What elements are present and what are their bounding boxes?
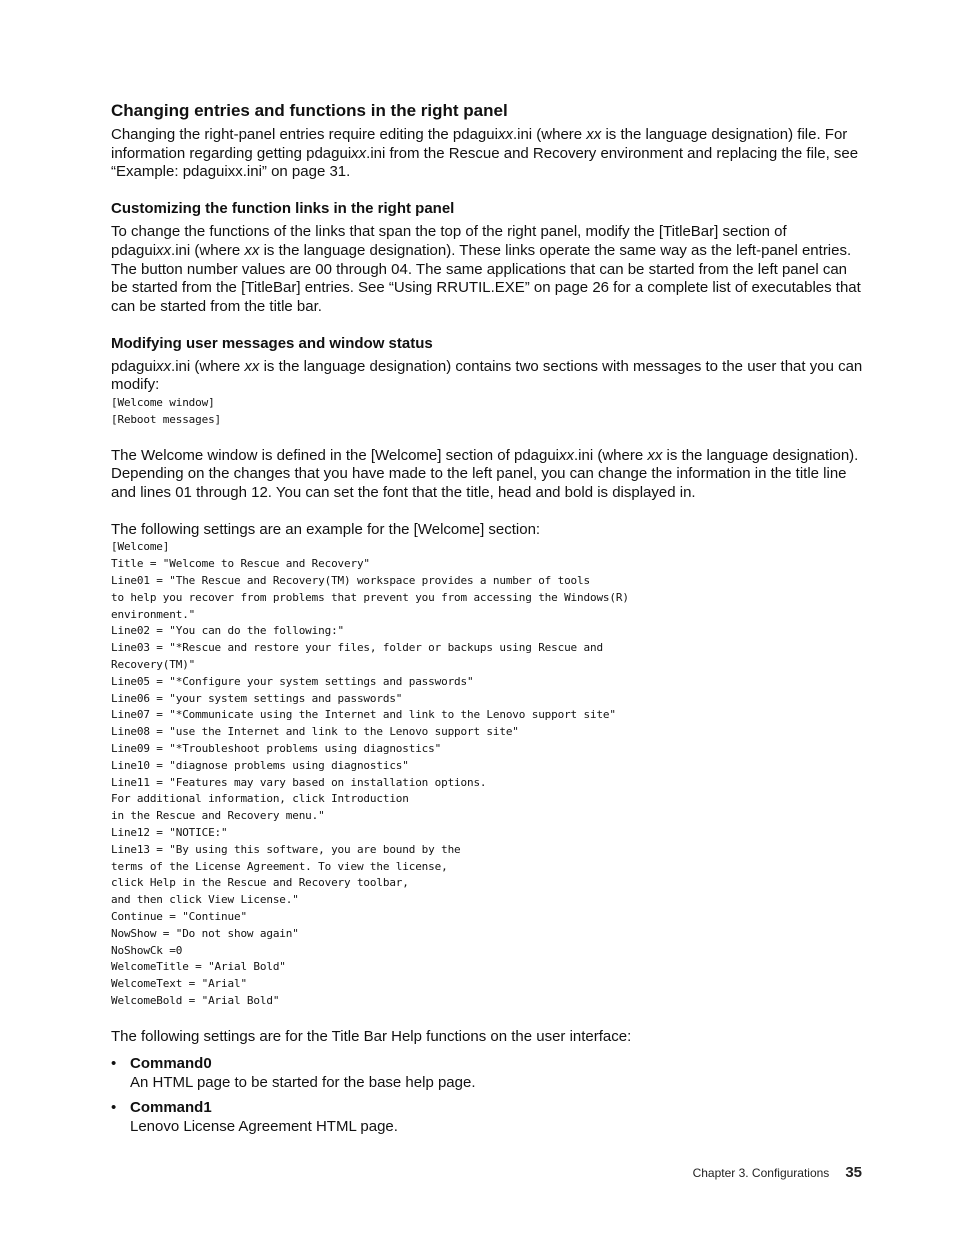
page-footer xyxy=(693,1163,862,1183)
command-description: Lenovo License Agreement HTML page. xyxy=(130,1118,398,1136)
bullet: • xyxy=(111,1055,117,1073)
intro-paragraph: Changing the right-panel entries require editing the pdaguixx.ini (where xx is the language designation) file. For information regarding getting pdaguixx.ini from the Rescue and Recovery environment and replacing the file, see “Example: pdaguixx.ini” on page 31. xyxy=(111,126,859,181)
command-term: Command0 xyxy=(130,1055,212,1073)
command-list xyxy=(111,1054,866,1136)
chapter-label: Chapter 3. Configurations xyxy=(692,1166,830,1180)
welcome-code-block: [Welcome] Title = "Welcome to Rescue and Recovery" Line01 = "The Rescue and Recovery(TM) workspace provides a number of tools to help you recover from problems that prevent you from accessing the Windows(R) environment." Line02 = "You can do the following:" Line03 = "*Rescue and restore your files, folder or backups using Rescue and Recovery(TM)" Line05 = "*Configure your system settings and passwords" Line06 = "your system settings and passwords" Line07 = "*Communicate using the Internet and link to the Lenovo support site" Line08 = "use the Internet and link to the Lenovo support site" Line09 = "*Troubleshoot problems using diagnostics" Line10 = "diagnose problems using diagnostics" Line11 = "Features may vary based on installation options. For additional information, click Introduction in the Rescue and Recovery menu." Line12 = "NOTICE:" Line13 = "By using this software, you are bound by the terms of the License Agreement. To view the license, click Help in the Rescue and Recovery toolbar, and then click View License." Continue = "Continue" NowShow = "Do not show again" NoShowCk =0 WelcomeTitle = "Arial Bold" WelcomeText = "Arial" WelcomeBold = "Arial Bold" xyxy=(111,540,629,1007)
bullet: • xyxy=(111,1099,117,1117)
example-intro-paragraph: The following settings are an example for the [Welcome] section: xyxy=(111,520,541,538)
customizing-paragraph: To change the functions of the links that span the top of the right panel, modify the [TitleBar] section of pdaguixx.ini (where xx is the language designation). These links operate the same way as the left-panel entries. The button number values are 00 through 04. The same applications that can be started from the left panel can be started from the [TitleBar] entries. See “Using RRUTIL.EXE” on page 26 for a complete list of executables that can be started from the title bar. xyxy=(111,223,861,315)
customizing-heading: Customizing the function links in the right panel xyxy=(111,200,455,218)
command-term: Command1 xyxy=(130,1099,212,1117)
list-item xyxy=(111,1054,866,1092)
welcome-window-paragraph: The Welcome window is defined in the [Welcome] section of pdaguixx.ini (where xx is the language designation). Depending on the changes that you have made to the left panel, you can change the information in the title line and lines 01 through 12. You can set the font that the title, head and bold is displayed in. xyxy=(111,446,859,502)
list-item xyxy=(111,1098,866,1136)
page-number: 35 xyxy=(845,1164,862,1181)
command-description: An HTML page to be started for the base help page. xyxy=(130,1074,476,1092)
modifying-heading: Modifying user messages and window status xyxy=(111,334,433,352)
sections-code-block: [Welcome window] [Reboot messages] xyxy=(111,396,222,426)
titlebar-help-paragraph: The following settings are for the Title Bar Help functions on the user interface: xyxy=(111,1027,632,1045)
modifying-paragraph: pdaguixx.ini (where xx is the language designation) contains two sections with messages to the user that you can modify: xyxy=(111,357,863,394)
page-content xyxy=(111,100,866,1136)
section-title: Changing entries and functions in the right panel xyxy=(111,101,508,120)
